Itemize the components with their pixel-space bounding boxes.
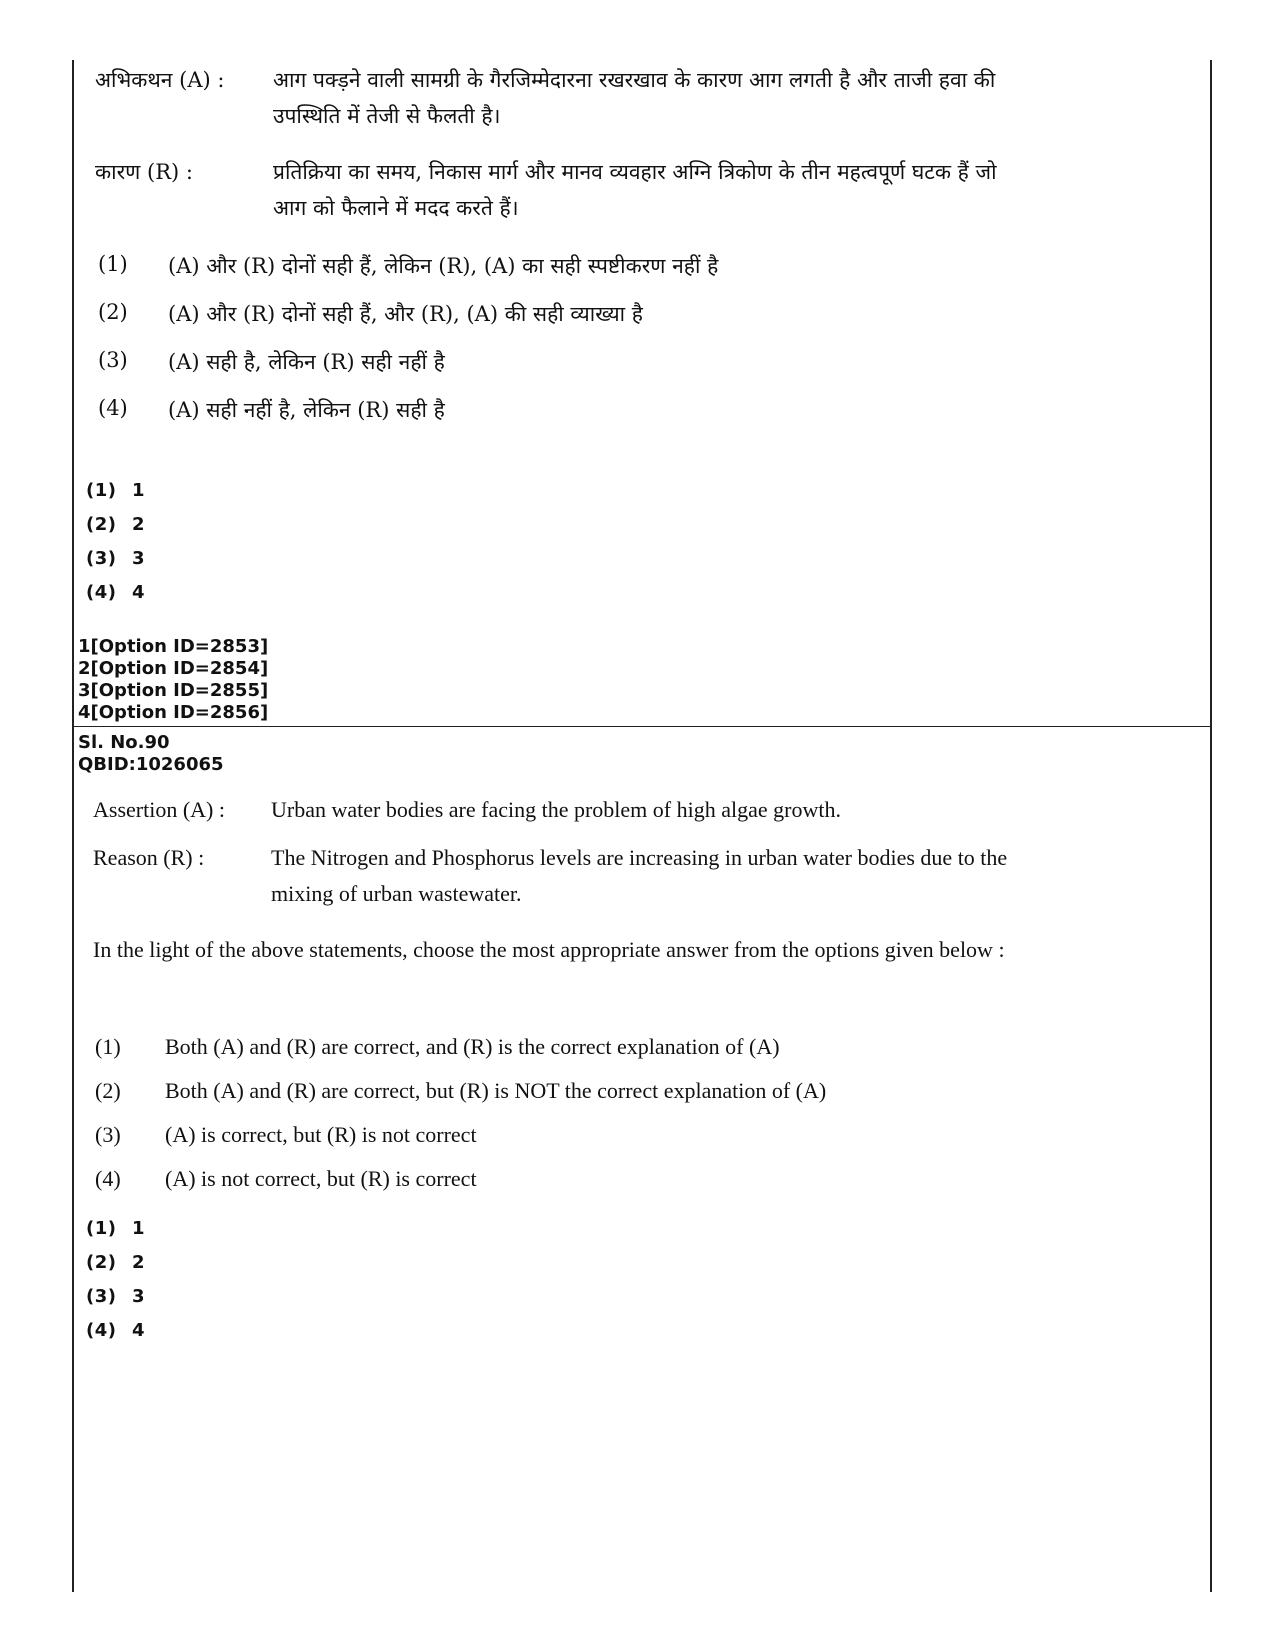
hindi-reason [95, 154, 995, 234]
answer-choice[interactable] [86, 1286, 145, 1307]
hindi-reason-text: प्रतिक्रिया का समय, निकास मार्ग और मानव व्यवहार अग्नि त्रिकोण के तीन महत्वपूर्ण घटक हैं जो आग को फैलाने में मदद करते हैं। [273, 160, 997, 220]
answer-choice[interactable] [86, 480, 145, 501]
english-reason-label: Reason (R) : [93, 845, 205, 870]
option-text: (A) सही है, लेकिन (R) सही नहीं है [168, 350, 445, 374]
option-number: (3) [98, 348, 128, 372]
answer-choice[interactable] [86, 548, 145, 569]
answer-value: 4 [132, 1320, 146, 1341]
answer-number: (1) [86, 480, 117, 501]
answer-choice[interactable] [86, 514, 145, 535]
answer-number: (3) [86, 548, 117, 569]
option-number: (2) [95, 1078, 121, 1103]
question-meta [78, 732, 224, 776]
instruction-text: In the light of the above statements, choose the most appropriate answer from the options given below : [93, 937, 1005, 962]
answer-value: 3 [132, 1286, 146, 1307]
option-number: (3) [95, 1122, 121, 1147]
answer-value: 1 [132, 1218, 146, 1239]
option-text: (A) और (R) दोनों सही हैं, और (R), (A) की सही व्याख्या है [168, 302, 643, 326]
hindi-assertion-label: अभिकथन (A) : [95, 68, 225, 92]
option-id: 2[Option ID=2854] [78, 658, 269, 679]
answer-value: 1 [132, 480, 146, 501]
option-id: 1[Option ID=2853] [78, 636, 269, 657]
option-text: (A) और (R) दोनों सही हैं, लेकिन (R), (A) का सही स्पष्टीकरण नहीं है [168, 254, 719, 278]
answer-number: (4) [86, 1320, 117, 1341]
answer-value: 4 [132, 582, 146, 603]
answer-number: (3) [86, 1286, 117, 1307]
answer-value: 3 [132, 548, 146, 569]
option-text: Both (A) and (R) are correct, and (R) is the correct explanation of (A) [165, 1034, 780, 1059]
option-number: (4) [98, 396, 128, 420]
option-number: (2) [98, 300, 128, 324]
answer-value: 2 [132, 514, 146, 535]
page-border-left [72, 60, 74, 1592]
qbid: QBID:1026065 [78, 754, 224, 775]
option-text: (A) सही नहीं है, लेकिन (R) सही है [168, 398, 445, 422]
answer-choice[interactable] [86, 1320, 145, 1341]
answer-choice[interactable] [86, 1218, 145, 1239]
option-number: (1) [95, 1034, 121, 1059]
option-text: (A) is not correct, but (R) is correct [165, 1166, 477, 1191]
answer-number: (2) [86, 514, 117, 535]
english-assertion-label: Assertion (A) : [93, 797, 225, 822]
option-id: 4[Option ID=2856] [78, 702, 269, 723]
option-number: (1) [98, 252, 128, 276]
english-reason [93, 840, 1033, 912]
question-divider [72, 726, 1212, 727]
hindi-assertion-text: आग पक्ड़ने वाली सामग्री के गैरजिम्मेदारना रखरखाव के कारण आग लगती है और ताजी हवा की उपस्थिति में तेजी से फैलती है। [273, 68, 996, 128]
answer-value: 2 [132, 1252, 146, 1273]
option-number: (4) [95, 1166, 121, 1191]
answer-choice[interactable] [86, 582, 145, 603]
answer-number: (1) [86, 1218, 117, 1239]
hindi-assertion [95, 62, 995, 142]
option-id: 3[Option ID=2855] [78, 680, 269, 701]
option-text: (A) is correct, but (R) is not correct [165, 1122, 477, 1147]
english-assertion-text: Urban water bodies are facing the problem of high algae growth. [271, 797, 841, 822]
page-border-right [1210, 60, 1212, 1592]
answer-number: (4) [86, 582, 117, 603]
answer-number: (2) [86, 1252, 117, 1273]
english-reason-text: The Nitrogen and Phosphorus levels are increasing in urban water bodies due to the mixing of urban wastewater. [271, 845, 1008, 906]
hindi-reason-label: कारण (R) : [95, 160, 193, 184]
option-text: Both (A) and (R) are correct, but (R) is NOT the correct explanation of (A) [165, 1078, 827, 1103]
answer-choice[interactable] [86, 1252, 145, 1273]
serial-number: Sl. No.90 [78, 732, 170, 753]
option-id-list [78, 636, 268, 724]
english-assertion [93, 792, 1033, 828]
